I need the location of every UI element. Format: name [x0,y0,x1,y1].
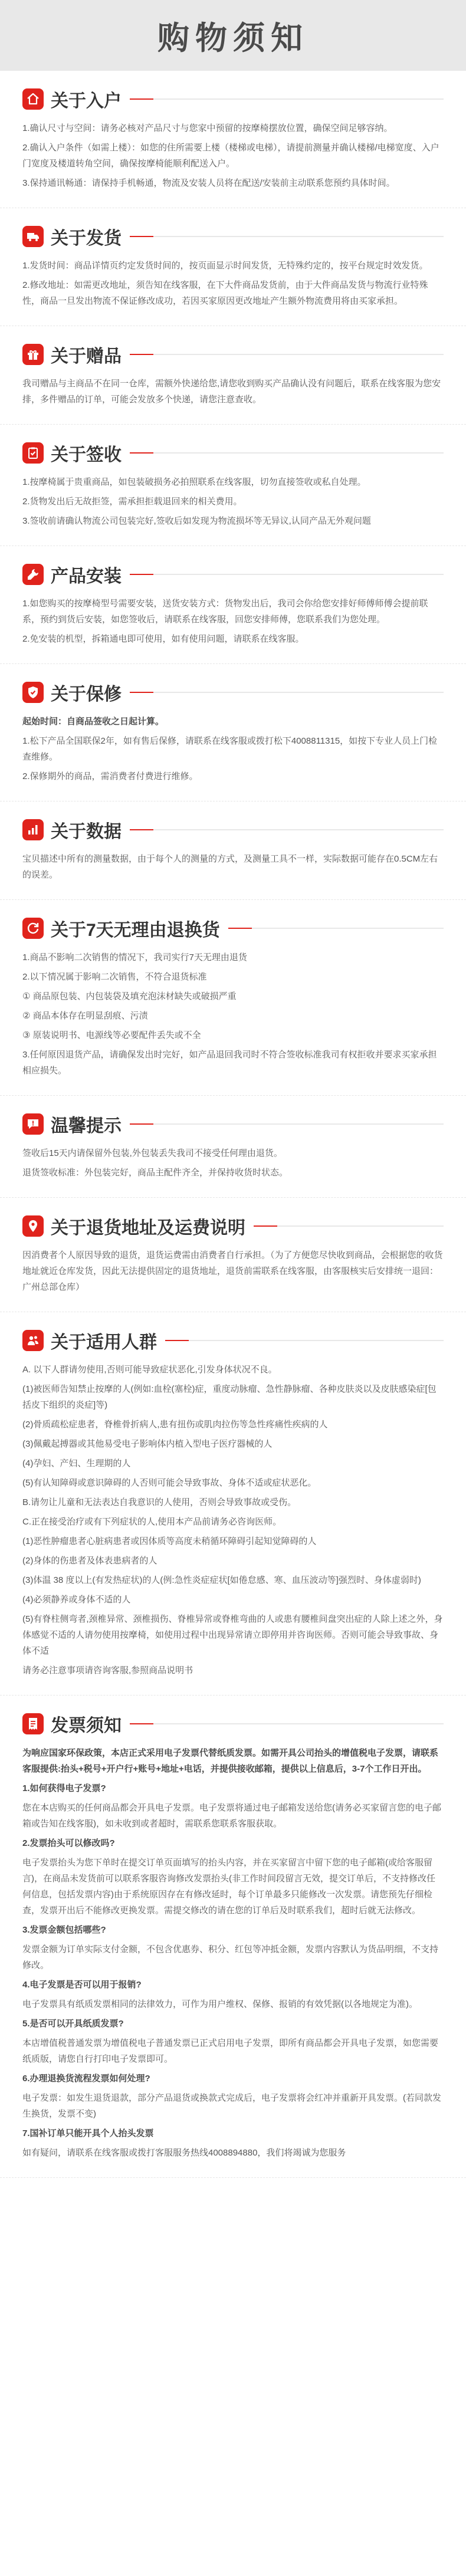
faq-answer: 如有疑问，请联系在线客服或拨打客服服务热线4008894880，我们将竭诚为您服务 [22,2148,346,2158]
section-title: 关于7天无理由退换货 [51,921,220,940]
paragraph: 2.免安装的机型，拆箱通电即可使用，如有使用问题，请联系在线客服。 [22,634,304,644]
section-header [22,224,444,249]
section-title: 关于退货地址及运费说明 [51,1218,245,1238]
section-divider [130,98,444,100]
section-signing [0,425,466,546]
invoice-icon [22,1713,44,1734]
paragraph: 因消费者个人原因导致的退货，退货运费需由消费者自行承担。（为了方便您尽快收到商品，会根据您的收货地址就近仓库发货，因此无法提供固定的退货地址，退货前需联系在线客服，由客服核实后安排统一退回：广州总部仓库） [22,1250,443,1292]
paragraph: 1.如您购买的按摩椅型号需要安装，送货安装方式：货物发出后，我司会你给您安排好师傅师傅会提前联系，预约到货后安装，如您签收后，请联系在线客服，回您安排师傅，您联系我们为您处理。 [22,599,428,625]
section-divider [130,236,444,237]
section-divider [130,829,444,830]
section-divider [130,452,444,454]
section-divider [130,1723,444,1724]
section-title: 关于签收 [51,445,122,465]
paragraph: 请务必注意事项请咨询客服,参照商品说明书 [22,1665,193,1675]
section-divider [130,574,444,575]
section-header [22,817,444,843]
section-header [22,561,444,587]
section-header [22,1213,444,1239]
paragraph: 2.以下情况属于影响二次销售，不符合退货标准 [22,972,207,982]
section-header [22,1711,444,1737]
section-title: 发票须知 [51,1716,122,1736]
paragraph: 2.货物发出后无故拒签，需承担拒载退回来的相关费用。 [22,497,242,507]
section-body [22,474,444,529]
section-divider [130,1123,444,1125]
paragraph: 2.修改地址：如需更改地址，须告知在线客服，在下大件商品发货前，由于大件商品发货与物流行业特殊性，商品一旦发出物流不保证修改成功，若因买家原因更改地址产生额外物流费用将由买家承担。 [22,280,428,306]
header-banner [0,0,466,71]
paragraph: (1)恶性肿瘤患者心脏病患者或因体质等高度未稍循环障碍引起知觉障碍的人 [22,1536,317,1546]
paragraph: 3.保持通讯畅通：请保持手机畅通，物流及安装人员将在配送/安装前主动联系您预约具体时间。 [22,178,395,188]
paragraph: C.正在接受治疗或有下列症状的人,使用本产品前请务必咨询医师。 [22,1517,282,1527]
section-body [22,1247,444,1295]
section-header [22,86,444,112]
section-7day-returns [0,900,466,1096]
faq-question: 3.发票金额包括哪些? [22,1925,106,1935]
section-title: 产品安装 [51,567,122,586]
gift-icon [22,344,44,365]
faq-question: 1.如何获得电子发票? [22,1783,106,1793]
section-divider [228,928,444,929]
faq-answer: 本店增值税普通发票为增值税电子普通发票已正式启用电子发票，即所有商品都会开具电子发票，如您需要纸质版，请您自行打印电子发票即可。 [22,2038,439,2064]
paragraph: 1.发货时间：商品详情页约定发货时间的，按页面显示时间发货，无特殊约定的，按平台规定时效发货。 [22,261,428,271]
section-title: 关于入户 [51,91,122,111]
faq-question: 4.电子发票是否可以用于报销? [22,1980,142,1990]
people-icon [22,1330,44,1351]
paragraph: ③ 原装说明书、电源线等必要配件丢失或不全 [22,1030,201,1040]
section-title: 温馨提示 [51,1116,122,1136]
section-header [22,341,444,367]
section-header [22,679,444,705]
faq-question: 6.办理退换货流程发票如何处理? [22,2074,150,2084]
section-data [0,801,466,900]
paragraph: 2.确认入户条件（如需上楼）：如您的住所需要上楼（楼梯或电梯），请提前测量并确认楼梯/电梯宽度、入户门宽度及楼道转角空间，确保按摩椅能顺利配送入户。 [22,143,439,169]
paragraph: 签收后15天内请保留外包装,外包装丢失我司不接受任何理由退货。 [22,1148,283,1158]
faq-answer: 您在本店购买的任何商品都会开具电子发票。电子发票将通过电子邮箱发送给您(请务必买家留言您的电子邮箱或告知在线客服)，如未收到或者超时，需联系您联系客服获取。 [22,1803,442,1829]
paragraph: 3.签收前请确认物流公司包装完好,签收后如发现为物流损坏等无异议,认同产品无外观问题 [22,516,371,526]
paragraph: (1)被医师告知禁止按摩的人(例如:血栓(塞栓)症，重度动脉瘤、急性静脉瘤、各种皮肤炎以及皮肤感染症[包括皮下组织的炎症]等) [22,1384,437,1410]
section-body [22,258,444,309]
section-invoice [0,1696,466,2178]
section-install [0,546,466,664]
section-header [22,915,444,941]
refresh-icon [22,918,44,939]
paragraph: ② 商品本体存在明显刮痕、污渍 [22,1011,148,1021]
section-body [22,1362,444,1678]
section-notice [0,1096,466,1198]
paragraph: (5)有脊柱侧弯者,颈椎异常、颈椎损伤、脊椎异常或脊椎弯曲的人或患有腰椎间盘突出症的人除上述之外，身体感觉不适的人请勿使用按摩椅，如使用过程中出现异常请立即停用并咨询医师。否则可能会导致事故、身体不适 [22,1614,443,1656]
faq-answer: 发票金额为订单实际支付金额，不包含优惠券、积分、红包等冲抵金额，发票内容默认为货品明细，不支持修改。 [22,1944,439,1970]
paragraph: 1.松下产品全国联保2年，如有售后保修，请联系在线客服或拨打松下4008811315，如按下专业人员上门检查维修。 [22,736,438,762]
paragraph: (3)体温 38 度以上(有发热症状)的人(例:急性炎症症状[如倦怠感、寒、血压波动等]强烈时、身体虚弱时) [22,1575,421,1585]
paragraph: 退货签收标准：外包装完好，商品主配件齐全，并保持收货时状态。 [22,1168,288,1178]
section-target-people [0,1312,466,1696]
home-icon [22,88,44,110]
paragraph: (5)有认知障碍或意识障碍的人否则可能会导致事故、身体不适或症状恶化。 [22,1478,317,1488]
wrench-icon [22,564,44,585]
section-body [22,120,444,191]
lead-text: 起始时间：自商品签收之日起计算。 [22,717,165,727]
section-divider [165,1340,444,1341]
section-return-address [0,1198,466,1312]
paragraph: B.请勿让儿童和无法表达自我意识的人使用，否则会导致事故或受伤。 [22,1497,297,1507]
paragraph: 我司赠品与主商品不在同一仓库，需额外快递给您,请您收到购买产品确认没有问题后，联系在线客服为您安排，多件赠品的订单，可能会发放多个快递，请您注意查收。 [22,379,441,405]
truck-icon [22,226,44,247]
section-header [22,1111,444,1137]
section-gift [0,326,466,425]
section-title: 关于适用人群 [51,1333,157,1352]
faq-question: 7.国补订单只能开具个人抬头发票 [22,2128,154,2138]
paragraph: 1.商品不影响二次销售的情况下，我司实行7天无理由退货 [22,952,247,962]
section-divider [130,692,444,693]
paragraph: 1.确认尺寸与空间：请务必核对产品尺寸与您家中预留的按摩椅摆放位置，确保空间足够容纳。 [22,123,393,133]
paragraph: 2.保修期外的商品，需消费者付费进行维修。 [22,771,198,781]
faq-question: 2.发票抬头可以修改吗? [22,1838,115,1848]
paragraph: 宝贝描述中所有的测量数据，由于每个人的测量的方式，及测量工具不一样，实际数据可能存在0.5CM左右的误差。 [22,854,438,880]
page-title: 购物须知 [157,20,309,56]
paragraph: (2)身体的伤患者及体表患病者的人 [22,1556,157,1566]
section-header [22,1328,444,1353]
section-entry [0,71,466,208]
faq-answer: 电子发票具有纸质发票相同的法律效力，可作为用户维权、保修、报销的有效凭据(以各地规定为准)。 [22,1999,418,2009]
faq-answer: 电子发票：如发生退货退款，部分产品退货或换款式完成后，电子发票将会红冲并重新开具发票。(若同款发生换货，发票不变) [22,2093,442,2119]
paragraph: 3.任何原因退货产品，请确保发出时完好，如产品退回我司时不符合签收标准我司有权拒收并要求买家承担相应损失。 [22,1050,437,1076]
section-header [22,440,444,466]
faq-question: 5.是否可以开具纸质发票? [22,2019,124,2029]
paragraph: ① 商品原包装、内包装袋及填充泡沫材缺失或破损严重 [22,991,237,1001]
paragraph: (2)骨质疏松症患者，脊椎骨折病人,患有扭伤或肌肉拉伤等急性疼痛性疾病的人 [22,1420,328,1430]
paragraph: (3)佩戴起搏器或其他易受电子影响体内植入型电子医疗器械的人 [22,1439,273,1449]
section-divider [130,354,444,355]
section-warranty [0,664,466,801]
speech-bubble-icon [22,1113,44,1135]
paragraph: A. 以下人群请勿使用,否则可能导致症状恶化,引发身体状况不良。 [22,1365,277,1375]
section-title: 关于赠品 [51,347,122,366]
paragraph: (4)孕妇、产妇、生理期的人 [22,1458,131,1468]
location-pin-icon [22,1215,44,1237]
section-body [22,376,444,408]
faq-answer: 电子发票抬头为您下单时在提交订单页面填写的抬头内容，并在买家留言中留下您的电子邮箱(或给客服留言)，在商品未发货前可以联系客服咨询修改发票抬头(非工作时间段留言无效，提交订单后，不支持修改任何信息，包括发票内容)由于系统原因存在有修改延时，每个订单最多只能修改一次发票。请您预先仔细检查，发票开出后不能修改更换发票。需提交修改的请在您的订单后及时联系我们，超时后就无法修改。 [22,1858,435,1915]
section-body [22,949,444,1079]
bar-chart-icon [22,819,44,840]
section-body [22,1145,444,1181]
section-body [22,596,444,647]
section-title: 关于发货 [51,229,122,248]
section-body [22,1745,444,2161]
shield-icon [22,682,44,703]
section-title: 关于保修 [51,685,122,704]
section-divider [254,1225,444,1227]
section-shipping [0,208,466,326]
paragraph: (4)必须静养或身体不适的人 [22,1595,131,1605]
section-title: 关于数据 [51,822,122,842]
paragraph: 1.按摩椅属于贵重商品，如包装破损务必拍照联系在线客服，切勿直接签收或私自处理。 [22,477,366,487]
section-body [22,851,444,883]
lead-text: 为响应国家环保政策，本店正式采用电子发票代替纸质发票。如需开具公司抬头的增值税电子发票，请联系客服提供:抬头+税号+开户行+账号+地址+电话，并提供接收邮箱，提供以上信息后，3-7个工作日开出。 [22,1748,439,1774]
section-body [22,714,444,784]
clipboard-check-icon [22,442,44,464]
